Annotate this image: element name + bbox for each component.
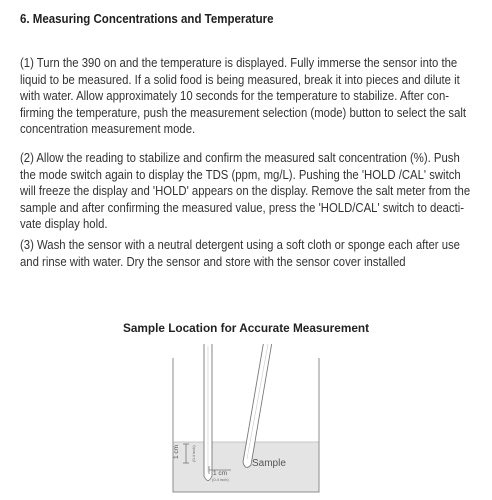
paragraph-line: the mode switch again to display the TDS (ppm, mg/L). Pushing the 'HOLD /CAL' switch [20,167,461,182]
paragraph-1 [20,55,472,138]
paragraph-line: concentration measurement mode. [20,122,196,136]
paragraph-line: will freeze the display and 'HOLD' appears on the display. Remove the salt meter from the [20,184,471,198]
paragraph-2 [20,150,472,233]
paragraph-line: firming the temperature, push the measurement selection (mode) button to select the salt [20,105,467,120]
horizontal-dim-sublabel: (0.4 inch) [212,477,229,482]
paragraph-line: with water. Allow approximately 10 seconds for the temperature to stabilize. After con- [20,89,450,103]
paragraph-line: (3) Wash the sensor with a neutral detergent using a soft cloth or sponge each after use [20,238,460,252]
paragraph-3 [20,237,472,270]
paragraph-line: vate display hold. [20,217,108,231]
paragraph-line: (2) Allow the reading to stabilize and confirm the measured salt concentration (%). Push [20,151,460,165]
figure-title: Sample Location for Accurate Measurement [122,321,370,335]
paragraph-line: (1) Turn the 390 on and the temperature is displayed. Fully immerse the sensor into the [20,56,458,70]
section-heading: 6. Measuring Concentrations and Temperature [20,12,274,26]
paragraph-line: sample and after confirming the measured value, press the 'HOLD/CAL' switch to deacti- [20,200,465,215]
horizontal-dim-label: 1 cm [213,470,228,477]
paragraph-line: and rinse with water. Dry the sensor and store with the sensor cover installed [20,254,406,269]
sample-label: Sample [252,458,286,469]
vertical-dim-label: 1 cm [173,444,180,459]
vertical-dim-sublabel: (0.4 inch) [191,445,196,462]
paragraph-line: liquid to be measured. If a solid food is being measured, break it into pieces and dilute it [20,72,460,87]
sample-location-diagram [166,344,326,494]
